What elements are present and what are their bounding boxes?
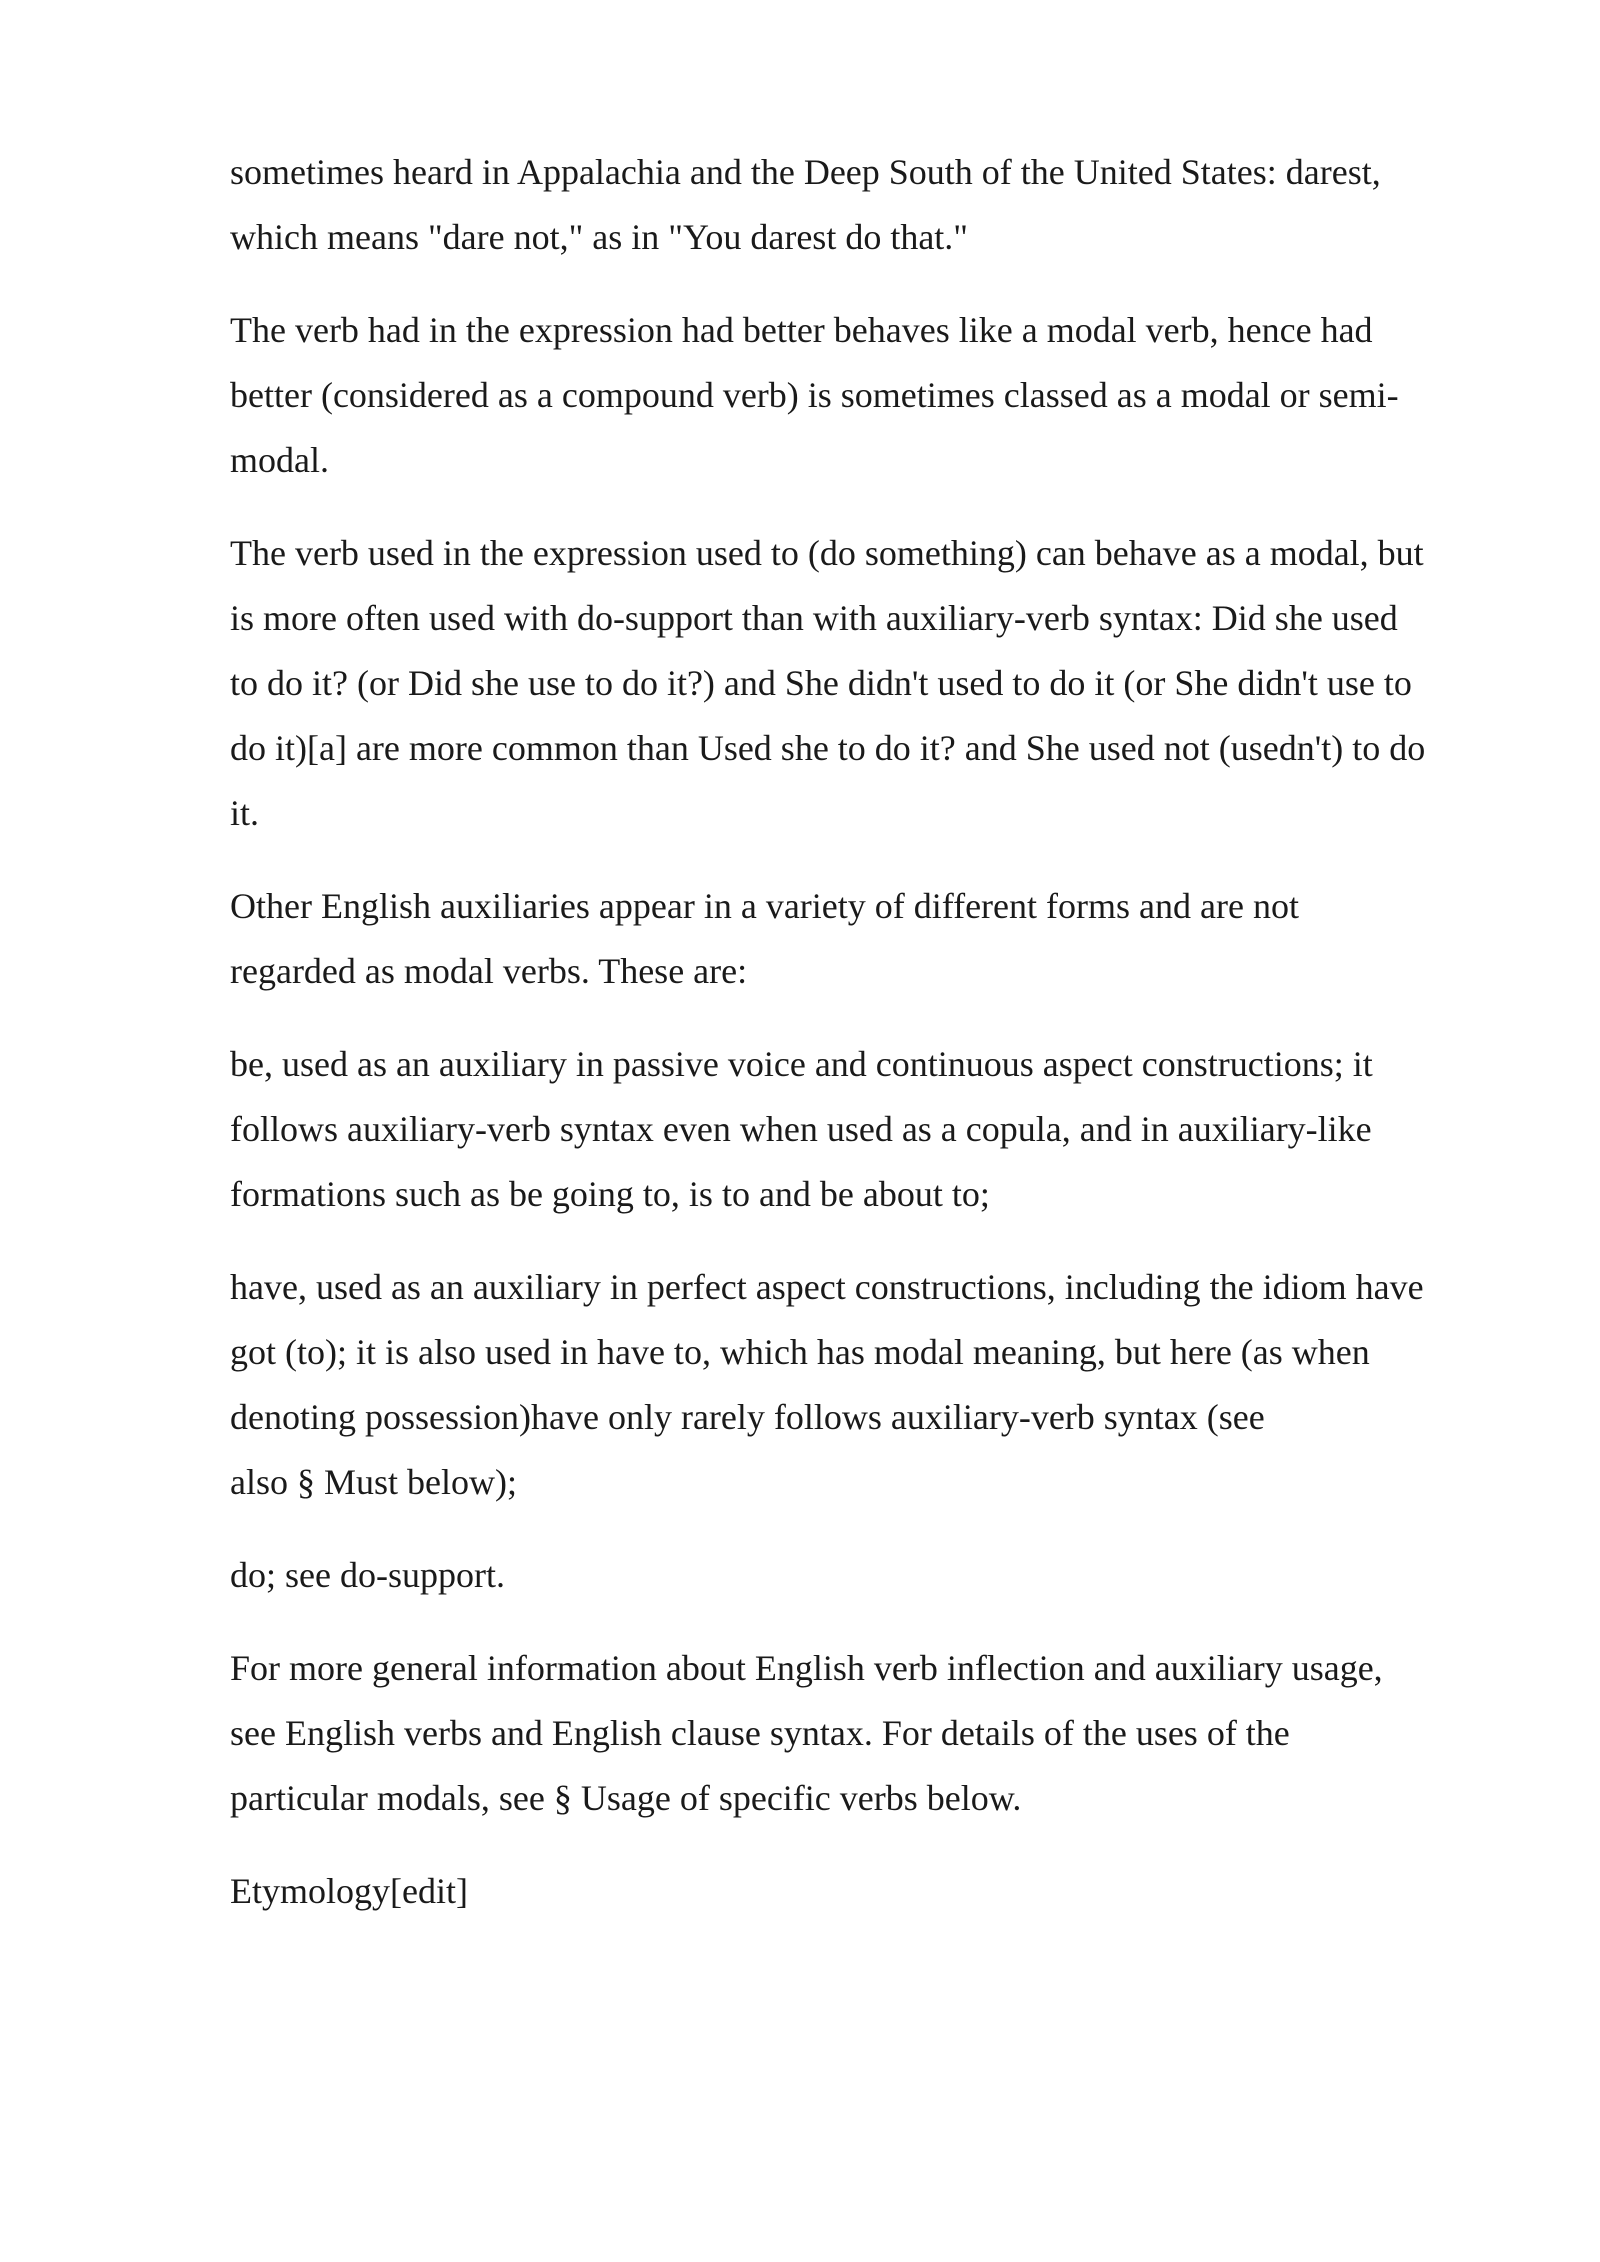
text-line: modal. xyxy=(230,440,329,480)
text-line: The verb used in the expression used to (do something) can behave as a modal, but xyxy=(230,533,1424,573)
text-line: For more general information about English verb inflection and auxiliary usage, xyxy=(230,1648,1383,1688)
text-line: sometimes heard in Appalachia and the Deep South of the United States: darest, xyxy=(230,152,1381,192)
document-body xyxy=(230,140,1500,1952)
text-line: particular modals, see § Usage of specific verbs below. xyxy=(230,1778,1022,1818)
paragraph-more-info xyxy=(230,1636,1500,1831)
paragraph-be xyxy=(230,1032,1500,1227)
text-line: denoting possession)have only rarely follows auxiliary-verb syntax (see xyxy=(230,1397,1265,1437)
paragraph-do xyxy=(230,1543,1500,1608)
paragraph-used-to xyxy=(230,521,1500,846)
text-line: which means "dare not," as in "You darest do that." xyxy=(230,217,968,257)
text-line: The verb had in the expression had better behaves like a modal verb, hence had xyxy=(230,310,1373,350)
heading-text: Etymology[edit] xyxy=(230,1871,468,1911)
text-line: see English verbs and English clause syntax. For details of the uses of the xyxy=(230,1713,1290,1753)
text-line: follows auxiliary-verb syntax even when used as a copula, and in auxiliary-like xyxy=(230,1109,1372,1149)
text-line: have, used as an auxiliary in perfect aspect constructions, including the idiom have xyxy=(230,1267,1424,1307)
text-line: better (considered as a compound verb) is sometimes classed as a modal or semi- xyxy=(230,375,1399,415)
paragraph-had-better xyxy=(230,298,1500,493)
text-line: Other English auxiliaries appear in a variety of different forms and are not xyxy=(230,886,1299,926)
paragraph-darest xyxy=(230,140,1500,270)
paragraph-have xyxy=(230,1255,1500,1515)
text-line: got (to); it is also used in have to, which has modal meaning, but here (as when xyxy=(230,1332,1370,1372)
paragraph-other-auxiliaries xyxy=(230,874,1500,1004)
text-line: do; see do-support. xyxy=(230,1555,505,1595)
text-line: it. xyxy=(230,793,260,833)
text-line: is more often used with do-support than with auxiliary-verb syntax: Did she used xyxy=(230,598,1398,638)
section-heading-etymology xyxy=(230,1859,1500,1924)
text-line: regarded as modal verbs. These are: xyxy=(230,951,748,991)
text-line: formations such as be going to, is to and be about to; xyxy=(230,1174,990,1214)
text-line: to do it? (or Did she use to do it?) and She didn't used to do it (or She didn't use to xyxy=(230,663,1412,703)
text-line: be, used as an auxiliary in passive voice and continuous aspect constructions; it xyxy=(230,1044,1373,1084)
text-line: also § Must below); xyxy=(230,1462,517,1502)
text-line: do it)[a] are more common than Used she to do it? and She used not (usedn't) to do xyxy=(230,728,1426,768)
